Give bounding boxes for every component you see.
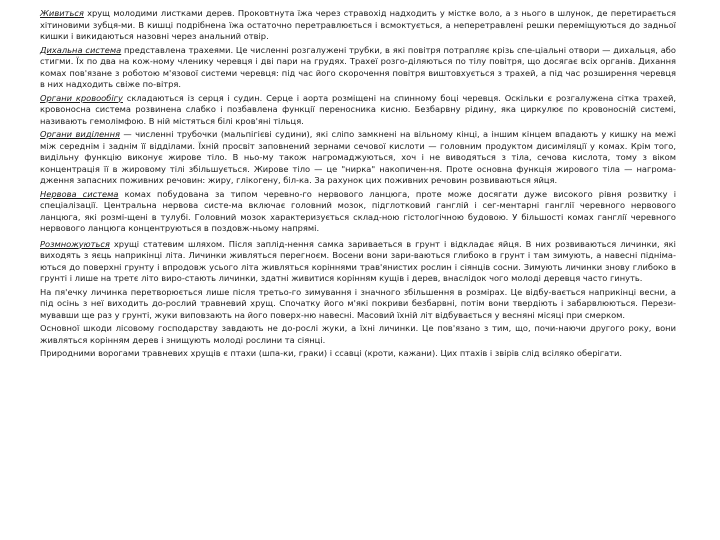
term-reproduction: Розмножуються xyxy=(40,238,110,249)
term-nervous: Нервова система xyxy=(40,188,119,199)
paragraph-excretion-text: — численні трубочки (мальпігієві судини), які сліпо замкнені на вільному кінці, а іншим кінцем впадають у кишку на межі між середнім і заднім її відділами. Їхній просвіт заповнений зернами сечової кислоти — головним продуктом дисиміляції у комах. Крім того, видільну функцію виконує жирове тіло. В ньо-му також нагромаджуються, хоч і не виводяться з тіла, сечова кислота, тому з віком концентрація її в жировому тілі збільшується. Жирове тіло — це "нирка" накопичен-ня. Проте основна функція жирового тіла — нагрома-дження запасних поживних речовин: жиру, глікогену, біл-ка. За рахунок цих поживних речовин розвиваються яйця. xyxy=(40,129,676,185)
paragraph-nervous-text: комах побудована за типом черевно-го нервового ланцюга, проте може досягати дуже високого рівня розвитку і спеціалізації. Центральна нервова систе-ма включає головний мозок, підглотковий ганглій і сег-ментарні ганглії черевного нервового ланцюга, які розмі-щені в тулубі. Головний мозок характеризується склад-ною гістологічною будовою. У більшості комах ганглії черевного нервового ланцюга концентруються в поздовж-ньому напрямі. xyxy=(40,188,677,233)
paragraph-reproduction xyxy=(40,239,676,285)
paragraph-respiratory-text: представлена трахеями. Це численні розгалужені трубки, в які повітря потрапляє крізь спе-ціальні отвори — дихальця, або стигми. Їх по два на кож-ному членику черевця і дві пари на грудях. Трахеї розго-діляються по тілу повітря, що досягає всіх органів. Дихання комах пов'язане з роботою м'язової системи черевця: під час його скорочення повітря виштовхується з трахей, а під час розширення черевця в них надходить свіже по-вітря. xyxy=(40,44,676,89)
term-circulation: Органи кровообігу xyxy=(40,92,123,103)
paragraph-enemies xyxy=(40,348,676,360)
paragraph-damage-text: Основної шкоди лісовому господарству завдають не до-рослі жуки, а їхні личинки. Це пов'язано з тим, що, почи-наючи другого року, вони живляться корінням дерев і знищують молоді рослини та сіянці. xyxy=(40,323,676,345)
paragraph-metamorphosis-text: На пя'ечку личинка перетворюється лише після третьо-го зимування і значного збільшення в розмірах. Це відбу-вається наприкінці весни, а під осінь з неї виходить до-рослий травневий хрущ. Спочатку його м'які покриви безбарвні, потім вони твердіють і забарвлюються. Перези-мувавши ще раз у грунті, жуки виповзають на його поверх-ню навесні. Масовий їхній літ відбувається у весняні місяці при смерком. xyxy=(40,286,676,320)
term-respiratory: Дихальна система xyxy=(40,44,122,55)
paragraph-circulation-text: складаються із серця і судин. Серце і аорта розміщені на спинному боці черевця. Оскільки є розгалужена сітка трахей, кровоносна система розвинена слабко і позбавлена функції переносника кисню. Безбарвну рідину, яка циркулює по кровоносній системі, називають гемолімфою. В ній містяться білі кров'яні тільця. xyxy=(40,92,676,126)
paragraph-feeding-text: хрущ молодими листками дерев. Проковтнута їжа через стравохід надходить у містке воло, а з нього в шлунок, де перетирається хітиновими зубця-ми. В кишці подрібнена їжа остаточно перетравлюється і всмоктується, а неперетравлені решки переміщуються до задньої кишки і викидаються назовні через анальний отвір. xyxy=(40,8,676,41)
document-page xyxy=(40,8,676,362)
paragraph-nervous xyxy=(40,189,676,235)
paragraph-damage xyxy=(40,323,676,346)
paragraph-respiratory xyxy=(40,45,676,91)
paragraph-enemies-text: Природними ворогами травневих хрущів є птахи (шпа-ки, граки) і ссавці (кроти, кажани). Цих птахів і звірів слід всіляко оберігати. xyxy=(40,348,623,358)
paragraph-excretion xyxy=(40,129,676,187)
paragraph-metamorphosis xyxy=(40,287,676,322)
term-feeding: Живиться xyxy=(40,8,84,18)
paragraph-feeding xyxy=(40,8,676,43)
paragraph-circulation xyxy=(40,93,676,128)
paragraph-reproduction-text: хрущі статевим шляхом. Після заплід-нення самка зариваеться в грунт і відкладає яйця. В них розвиваються личинки, які виходять з яєць наприкінці літа. Личинки живляться перегноєм. Восени вони зари-ваються глибоко в грунт і там зимують, а навесні підніма-ються до поверхні грунту і впродовж усього літа живляться коріннями трав'янистих рослин і сіянців сосни. Зимують личинки знову глибоко в грунті і лише на третє літо виро-стають личинки, здатні живитися корінням кущів і дерев, внаслідок чого молоді деревця часто гинуть. xyxy=(40,238,676,283)
term-excretion: Органи виділення xyxy=(40,129,121,139)
